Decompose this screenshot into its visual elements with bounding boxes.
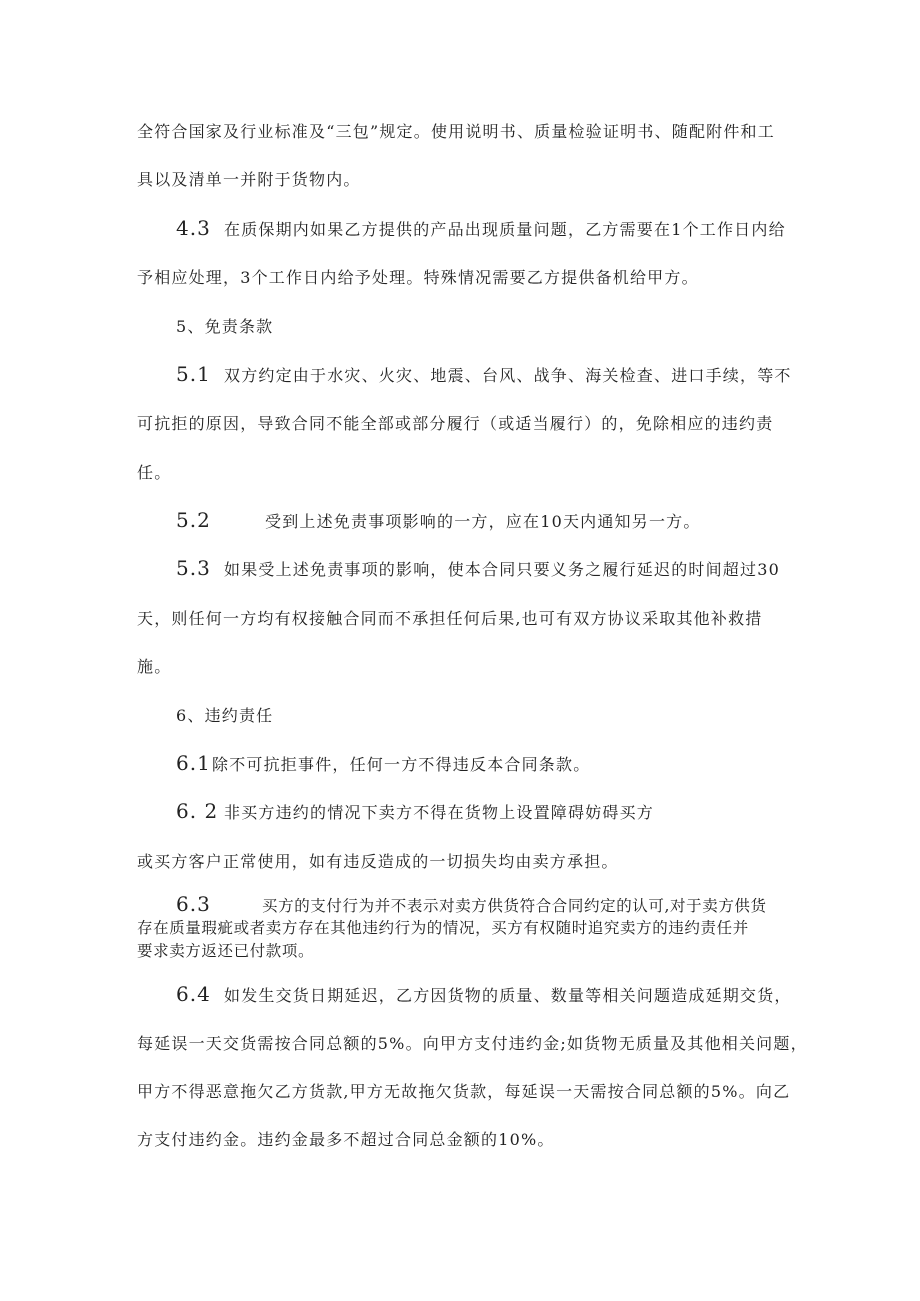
clause-number-6-1: 6.1 (176, 751, 211, 775)
clause-number-5-2: 5.2 (176, 508, 211, 532)
clause-6-3-line-0: 买方的支付行为并不表示对卖方供货符合合同约定的认可,对于卖方供货 (262, 897, 767, 915)
clause-6-3-line-1: 存在质量瑕疵或者卖方存在其他违约行为的情况，买方有权随时追究卖方的违约责任并 (137, 919, 749, 937)
clause-5-1-line-1: 可抗拒的原因，导致合同不能全部或部分履行（或适当履行）的，免除相应的违约责 (137, 414, 774, 433)
clause-number-6-3: 6.3 (176, 892, 211, 916)
clause-5-3-line-2: 施。 (137, 657, 172, 676)
clause-5-1-line-2: 任。 (137, 463, 172, 482)
clause-5-2-line-0: 受到上述免责事项影响的一方，应在10天内通知另一方。 (265, 512, 701, 531)
clause-6-4-line-1: 每延误一天交货需按合同总额的5%。向甲方支付违约金;如货物无质量及其他相关问题， (137, 1034, 808, 1053)
section-heading-5: 5、免责条款 (176, 317, 274, 336)
clause-5-3-line-1: 天，则任何一方均有权接触合同而不承担任何后果,也可有双方协议采取其他补救措 (137, 609, 763, 628)
clause-number-5-3: 5.3 (176, 556, 211, 580)
clause-6-4-line-3: 方支付违约金。违约金最多不超过合同总金额的10%。 (137, 1130, 555, 1149)
clause-number-6-2: 6. 2 (176, 799, 219, 823)
section-heading-6: 6、违约责任 (176, 706, 274, 725)
clause-6-2-line-1: 或买方客户正常使用，如有违反造成的一切损失均由卖方承担。 (137, 852, 619, 871)
clause-number-4-3: 4.3 (176, 216, 211, 240)
clause-4-3-line-0: 在质保期内如果乙方提供的产品出现质量问题，乙方需要在1个工作日内给 (224, 220, 786, 239)
clause-number-5-1: 5.1 (176, 362, 211, 386)
clause-6-2-line-0: 非买方违约的情况下卖方不得在货物上设置障碍妨碍买方 (224, 803, 655, 822)
clause-6-4-line-0: 如发生交货日期延迟，乙方因货物的质量、数量等相关问题造成延期交货， (224, 986, 792, 1005)
paragraph-0-line-1: 具以及清单一并附于货物内。 (137, 170, 361, 189)
paragraph-0-line-0: 全符合国家及行业标准及“三包”规定。使用说明书、质量检验证明书、随配附件和工 (137, 122, 775, 141)
clause-6-3-line-2: 要求卖方返还已付款项。 (137, 942, 315, 960)
clause-4-3-line-1: 予相应处理，3个工作日内给予处理。特殊情况需要乙方提供备机给甲方。 (137, 268, 699, 287)
clause-number-6-4: 6.4 (176, 982, 211, 1006)
clause-6-4-line-2: 甲方不得恶意拖欠乙方货款,甲方无故拖欠货款，每延误一天需按合同总额的5%。向乙 (137, 1082, 791, 1101)
clause-6-1-line-0: 除不可抗拒事件，任何一方不得违反本合同条款。 (212, 755, 591, 774)
clause-5-3-line-0: 如果受上述免责事项的影响，使本合同只要义务之履行延迟的时间超过30 (224, 560, 780, 579)
clause-5-1-line-0: 双方约定由于水灾、火灾、地震、台风、战争、海关检查、进口手续，等不 (224, 366, 792, 385)
